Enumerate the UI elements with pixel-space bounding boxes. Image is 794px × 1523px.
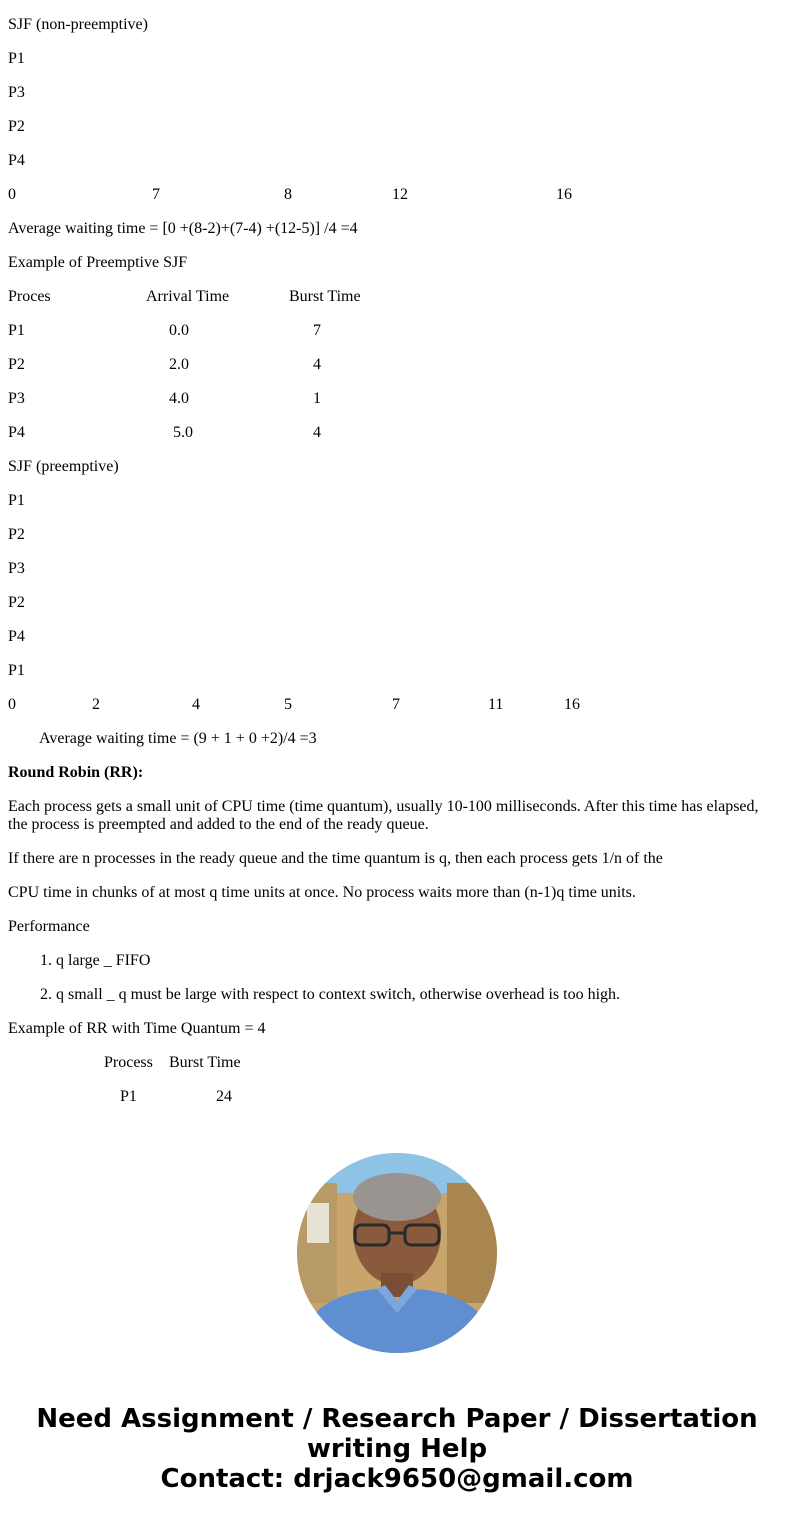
performance-heading: Performance bbox=[8, 918, 90, 935]
sjf-nonpreemptive-heading: SJF (non-preemptive) bbox=[8, 16, 148, 33]
column-header: Process bbox=[104, 1054, 153, 1071]
gantt-process-label: P1 bbox=[8, 662, 25, 679]
rr-description-paragraph: CPU time in chunks of at most q time units at once. No process waits more than (n-1)q time units. bbox=[8, 884, 636, 901]
gantt-process-label: P2 bbox=[8, 118, 25, 135]
timeline-tick: 16 bbox=[556, 186, 572, 203]
table-cell: 4 bbox=[313, 356, 321, 373]
sjf-preemptive-heading: SJF (preemptive) bbox=[8, 458, 119, 475]
performance-list-item: 1. q large _ FIFO bbox=[40, 952, 151, 969]
round-robin-heading: Round Robin (RR): bbox=[8, 764, 144, 781]
average-waiting-time: Average waiting time = [0 +(8-2)+(7-4) +(12-5)] /4 =4 bbox=[8, 220, 358, 237]
timeline-tick: 7 bbox=[392, 696, 400, 713]
table-cell: 7 bbox=[313, 322, 321, 339]
timeline-tick: 7 bbox=[152, 186, 160, 203]
table-cell: 5.0 bbox=[173, 424, 193, 441]
timeline-tick: 16 bbox=[564, 696, 580, 713]
footer-promo-line: writing Help bbox=[306, 1434, 488, 1464]
timeline-tick: 0 bbox=[8, 696, 16, 713]
gantt-process-label: P4 bbox=[8, 152, 25, 169]
table-cell: 24 bbox=[216, 1088, 232, 1105]
column-header: Arrival Time bbox=[146, 288, 230, 305]
table-cell: P1 bbox=[120, 1088, 137, 1105]
author-photo bbox=[297, 1153, 497, 1353]
footer-contact-email[interactable]: Contact: drjack9650@gmail.com bbox=[160, 1464, 634, 1494]
preemptive-example-heading: Example of Preemptive SJF bbox=[8, 254, 188, 271]
table-cell: 4.0 bbox=[169, 390, 189, 407]
timeline-tick: 4 bbox=[192, 696, 200, 713]
gantt-process-label: P2 bbox=[8, 526, 25, 543]
table-cell: 0.0 bbox=[169, 322, 189, 339]
table-cell: 1 bbox=[313, 390, 321, 407]
performance-list-item: 2. q small _ q must be large with respect to context switch, otherwise overhead is too high. bbox=[40, 986, 621, 1003]
table-cell: P2 bbox=[8, 356, 25, 373]
table-cell: P1 bbox=[8, 322, 25, 339]
timeline-tick: 0 bbox=[8, 186, 16, 203]
gantt-process-label: P3 bbox=[8, 560, 25, 577]
table-cell: P4 bbox=[8, 424, 25, 441]
gantt-process-label: P1 bbox=[8, 492, 25, 509]
gantt-process-label: P4 bbox=[8, 628, 25, 645]
footer-promo-line: Need Assignment / Research Paper / Dissertation bbox=[36, 1404, 758, 1434]
average-waiting-time: Average waiting time = (9 + 1 + 0 +2)/4 =3 bbox=[39, 730, 317, 747]
gantt-process-label: P1 bbox=[8, 50, 25, 67]
timeline-tick: 12 bbox=[392, 186, 408, 203]
column-header: Burst Time bbox=[289, 288, 361, 305]
table-cell: 2.0 bbox=[169, 356, 189, 373]
table-cell: 4 bbox=[313, 424, 321, 441]
column-header: Burst Time bbox=[169, 1054, 241, 1071]
rr-description-paragraph: If there are n processes in the ready queue and the time quantum is q, then each process gets 1/n of the bbox=[8, 850, 663, 867]
column-header: Proces bbox=[8, 288, 51, 305]
table-cell: P3 bbox=[8, 390, 25, 407]
rr-description-paragraph: Each process gets a small unit of CPU time (time quantum), usually 10-100 milliseconds. After this time has elapsed, the process is preempted and added to the end of the ready queue. bbox=[8, 798, 759, 833]
timeline-tick: 11 bbox=[488, 696, 504, 713]
timeline-tick: 2 bbox=[92, 696, 100, 713]
gantt-process-label: P3 bbox=[8, 84, 25, 101]
gantt-process-label: P2 bbox=[8, 594, 25, 611]
rr-example-heading: Example of RR with Time Quantum = 4 bbox=[8, 1020, 266, 1037]
portrait-image bbox=[297, 1153, 497, 1353]
timeline-tick: 5 bbox=[284, 696, 292, 713]
timeline-tick: 8 bbox=[284, 186, 292, 203]
